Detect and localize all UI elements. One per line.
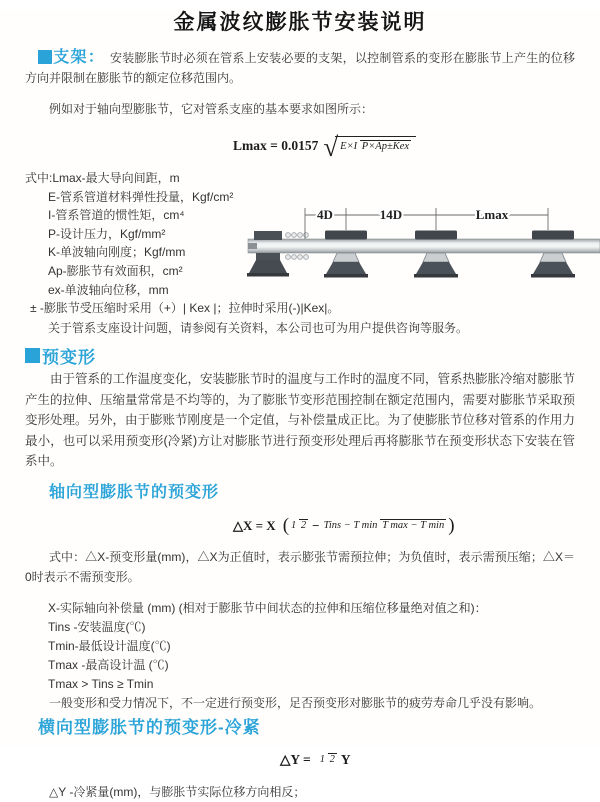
half-fraction <box>291 520 308 532</box>
guide-support <box>531 231 575 278</box>
support-section-label: 支架： <box>53 49 105 66</box>
definition-line: Tmax -最高设计温 (℃) <box>48 658 169 672</box>
definition-line: Tmax > Tins ≥ Tmin <box>48 677 154 691</box>
definition-line: Tins -安装温度(℃) <box>48 620 146 634</box>
fraction-numerator: 1 <box>291 519 297 531</box>
pipe-support-diagram <box>248 199 600 291</box>
open-paren: ( <box>282 515 290 536</box>
pipe <box>248 239 600 253</box>
formula-rhs: Y <box>340 752 351 767</box>
formula-lhs: △X = X <box>233 518 276 533</box>
document-page <box>0 10 600 799</box>
definition-line: 式中:Lmax-最大导向间距，m <box>25 171 180 185</box>
support-example-text: 例如对于轴向型膨胀节，它对管系支座的基本要求如图所示： <box>49 102 374 116</box>
lmax-formula <box>233 131 575 161</box>
axial-note: 一般变形和受力情况下，不一定进行预变形，足否预变形对膨胀节的疲劳寿命几乎没有影响。 <box>49 696 542 710</box>
support-paragraph <box>25 48 575 88</box>
dim-label-14d: 14D <box>379 207 403 222</box>
sqrt-expression <box>323 133 416 160</box>
section-square-icon <box>38 50 52 64</box>
under-root <box>335 136 416 156</box>
definition-line: I-管系管道的惯性矩，cm⁴ <box>48 208 185 223</box>
predeform-heading-label: 预变形 <box>42 347 96 367</box>
guide-support <box>414 231 458 278</box>
definition-line: 关于管系支座设计问题，请参阅有关资料，本公司也可为用户提供咨询等服务。 <box>48 320 469 335</box>
page-content <box>0 10 600 802</box>
definition-line: P-设计压力，Kgf/mm² <box>48 226 166 241</box>
page-title: 金属波纹膨胀节安装说明 <box>173 11 427 34</box>
minus-sign: − <box>312 518 320 533</box>
predeform-heading <box>25 345 575 365</box>
section-square-icon <box>25 348 40 363</box>
lateral-formula <box>280 745 575 775</box>
fraction <box>340 141 411 153</box>
close-paren: ) <box>448 515 455 536</box>
lateral-note: △Y -冷紧量(mm)，与膨胀节实际位移方向相反； <box>49 785 306 799</box>
formula-lhs: Lmax = 0.0157 <box>233 138 319 153</box>
axial-definition-lines <box>25 599 575 694</box>
anchor-support <box>247 231 289 277</box>
fraction-denominator: 2 <box>300 519 307 531</box>
definition-line: ex-单波轴向位移，mm <box>48 282 169 297</box>
predeform-paragraph: 由于管系的工作温度变化，安装膨胀节时的温度与工作时的温度不同，管系热膨胀冷缩对膨胀节产生的拉伸、压缩量常常是不均等的，为了膨胀节变形范围控制在额定范围内，需要对膨胀节采取预变形处理。另外，由于膨账节刚度是一个定值，与补偿量成正比。为了使膨胀节位移对管系的作用力最小，也可以采用预变形(冷紧)方让对膨胀节进行预变形处理后再将膨胀节在预变形状态下安装在管系中。 <box>25 372 576 468</box>
dim-label-lmax: Lmax <box>475 207 509 222</box>
definition-line: K-单波轴向刚度；Kgf/mm <box>48 245 186 260</box>
fraction-numerator: E×I <box>340 141 358 153</box>
definition-line: Tmin-最低设计温度(℃) <box>48 639 171 653</box>
definition-line: X-实际轴向补偿量 (mm) (相对于膨胀节中间状态的拉伸和压缩位移量绝对值之和)： <box>48 601 487 615</box>
temperature-fraction <box>324 520 447 532</box>
fraction-denominator: P×Ap±Kex <box>361 141 410 153</box>
definition-line: ± -膨胀节受压缩时采用（+）| Kex |；拉伸时采用(-)|Kex|。 <box>30 301 340 316</box>
fraction-numerator: Tins − T min <box>323 519 378 531</box>
definition-line: Ap-膨胀节有效面积，cm² <box>48 263 183 278</box>
support-intro-text: 安装膨胀节时必须在管系上安装必要的支架，以控制管系的变形在膨胀节上产生的位移方向并限制在膨胀节的额定位移范围内。 <box>25 51 575 85</box>
guide-support <box>324 231 368 278</box>
symbol-definitions <box>25 169 575 337</box>
axial-explanation: 式中：△X-预变形量(mm)，△X为正值时，表示膨张节需预拉伸；为负值时，表示需预压缩；△X＝0时表示不需预变形。 <box>25 550 575 584</box>
radical-sign: √ <box>323 131 339 162</box>
axial-subheading: 轴向型膨胀节的预变形 <box>49 484 220 501</box>
fraction-denominator: 2 <box>329 753 335 765</box>
definition-line: E-管系管道材料弹性投量，Kgf/cm² <box>48 189 234 204</box>
lateral-subheading: 横向型膨胀节的预变形-冷紧 <box>38 718 261 737</box>
axial-formula <box>233 510 575 542</box>
half-fraction <box>320 754 337 766</box>
dim-label-4d: 4D <box>317 207 333 222</box>
fraction-denominator: T max − T min <box>382 519 445 531</box>
formula-lhs: △Y = <box>280 752 311 767</box>
fraction-numerator: 1 <box>319 753 325 765</box>
